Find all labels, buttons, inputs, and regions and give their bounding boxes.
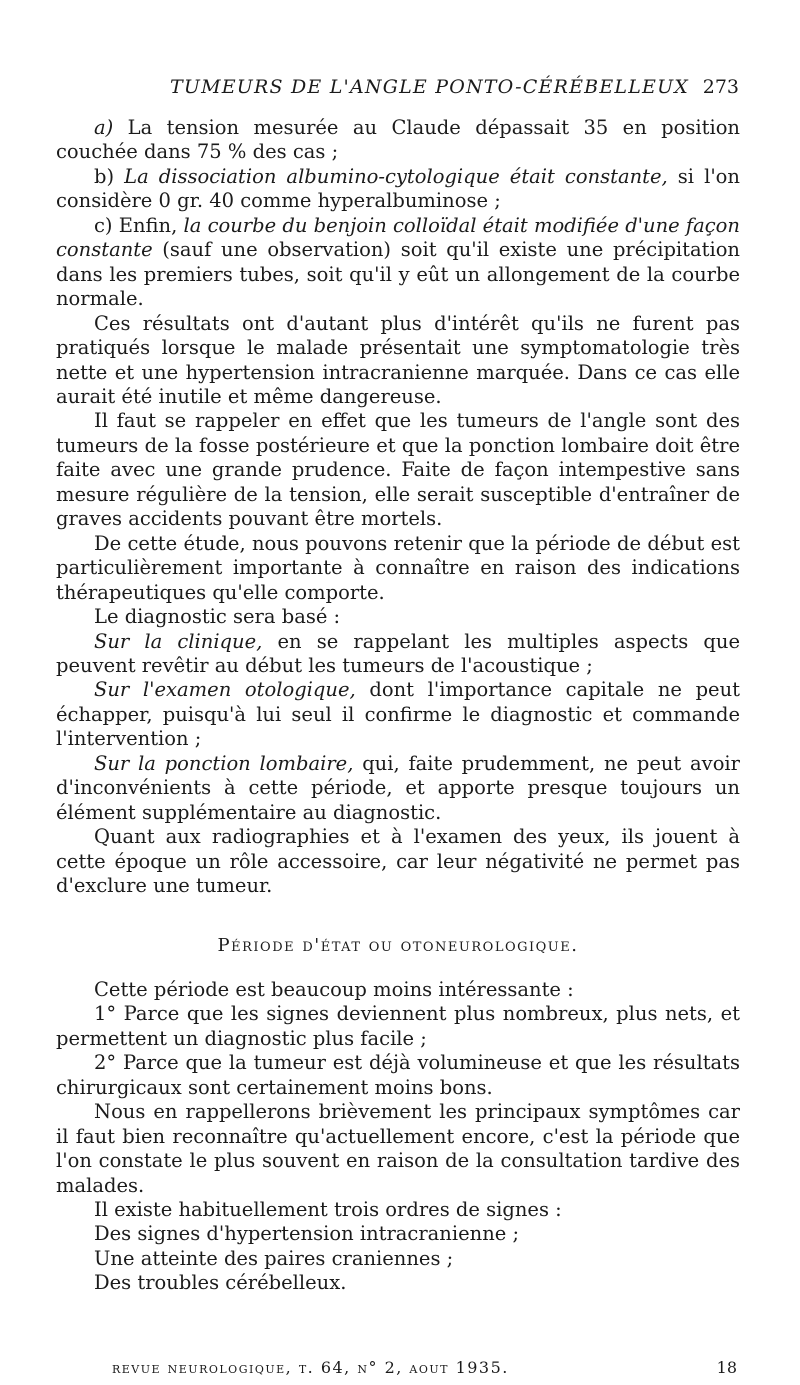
paragraph-b <box>56 165 740 214</box>
paragraph-results: Ces résultats ont d'autant plus d'intérêt qu'ils ne furent pas pratiqués lorsque le malade présentait une symptomatologie très nette et une hypertension intracranienne marquée. Dans ce cas elle aurait été inutile et même dangereuse. <box>56 311 740 408</box>
sign-item: Des troubles cérébelleux. <box>94 1271 347 1295</box>
emphasis-text: La dissociation albumino-cytologique était constante, <box>124 164 668 188</box>
section-heading: Période d'état ou otoneurologique. <box>217 934 579 956</box>
paragraph-signs-intro: Il existe habituellement trois ordres de signes : <box>94 1198 562 1222</box>
emphasis-text: Sur la clinique, <box>94 629 263 653</box>
sign-item: Des signes d'hypertension intracranienne ; <box>94 1222 520 1246</box>
sign-item: Une atteinte des paires craniennes ; <box>94 1246 454 1270</box>
paragraph-text: dont l'importance capitale ne peut échapper, puisqu'à lui seul il confirme le diagnostic et commande l'intervention ; <box>56 678 740 751</box>
paragraph-periode: Cette période est beaucoup moins intéressante : <box>94 977 574 1001</box>
paragraph-clinique <box>56 630 740 679</box>
sheet-number: 18 <box>716 1358 737 1377</box>
item-marker: c) <box>94 213 113 237</box>
paragraph-c <box>56 214 740 312</box>
paragraph-reason-2: 2° Parce que la tumeur est déjà volumineuse et que les résultats chirurgicaux sont certainement moins bons. <box>56 1051 740 1099</box>
item-marker: a) <box>94 116 114 139</box>
emphasis-text: la courbe du benjoin colloïdal était modifiée d'une façon constante <box>56 213 740 262</box>
emphasis-text: Sur l'examen otologique, <box>94 678 356 702</box>
page-footer <box>0 1358 800 1380</box>
emphasis-text: Sur la ponction lombaire, <box>94 751 354 775</box>
paragraph-symptoms: Nous en rappellerons brièvement les principaux symptômes car il faut bien reconnaître qu'actuellement encore, c'est la période que l'on constate le plus souvent en raison de la consultation tardive des malades. <box>56 1100 740 1197</box>
footer-source: revue neurologique, t. 64, n° 2, aout 1935. <box>112 1358 509 1377</box>
article-body <box>56 116 740 1296</box>
running-title: TUMEURS DE L'ANGLE PONTO-CÉRÉBELLEUX <box>170 76 690 98</box>
paragraph-otologique <box>56 678 740 751</box>
paragraph-text: La tension mesurée au Claude dépassait 35 en position couchée dans 75 % des cas ; <box>56 116 740 164</box>
paragraph-lead: Enfin, <box>112 213 184 237</box>
item-marker: b) <box>94 164 115 188</box>
paragraph-text: qui, faite prudemment, ne peut avoir d'inconvénients à cette période, et apporte presque toujours un élément supplémentaire au diagnostic. <box>56 751 740 824</box>
page-number: 273 <box>702 76 739 98</box>
paragraph-a <box>56 116 740 165</box>
paragraph-text: si l'on considère 0 gr. 40 comme hyperalbuminose ; <box>56 164 740 213</box>
paragraph-text: (sauf une observation) soit qu'il existe une précipitation dans les premiers tubes, soit qu'il y eût un allongement de la courbe normale. <box>56 238 740 311</box>
paragraph-ponction <box>56 752 740 825</box>
paragraph-radiographies: Quant aux radiographies et à l'examen des yeux, ils jouent à cette époque un rôle accessoire, car leur négativité ne permet pas d'exclure une tumeur. <box>56 825 740 898</box>
running-header <box>0 76 800 100</box>
paragraph-text: en se rappelant les multiples aspects que peuvent revêtir au début les tumeurs de l'acoustique ; <box>56 629 741 677</box>
paragraph-reason-1: 1° Parce que les signes deviennent plus nombreux, plus nets, et permettent un diagnostic plus facile ; <box>56 1002 740 1050</box>
paragraph-study: De cette étude, nous pouvons retenir que la période de début est particulièrement importante à connaître en raison des indications thérapeutiques qu'elle comporte. <box>56 531 740 604</box>
paragraph-caution: Il faut se rappeler en effet que les tumeurs de l'angle sont des tumeurs de la fosse postérieure et que la ponction lombaire doit être faite avec une grande prudence. Faite de façon intempestive sans mesure régulière de la tension, elle serait susceptible d'entraîner de graves accidents pouvant être mortels. <box>56 409 740 531</box>
paragraph-diagnosis-intro: Le diagnostic sera basé : <box>94 605 341 629</box>
